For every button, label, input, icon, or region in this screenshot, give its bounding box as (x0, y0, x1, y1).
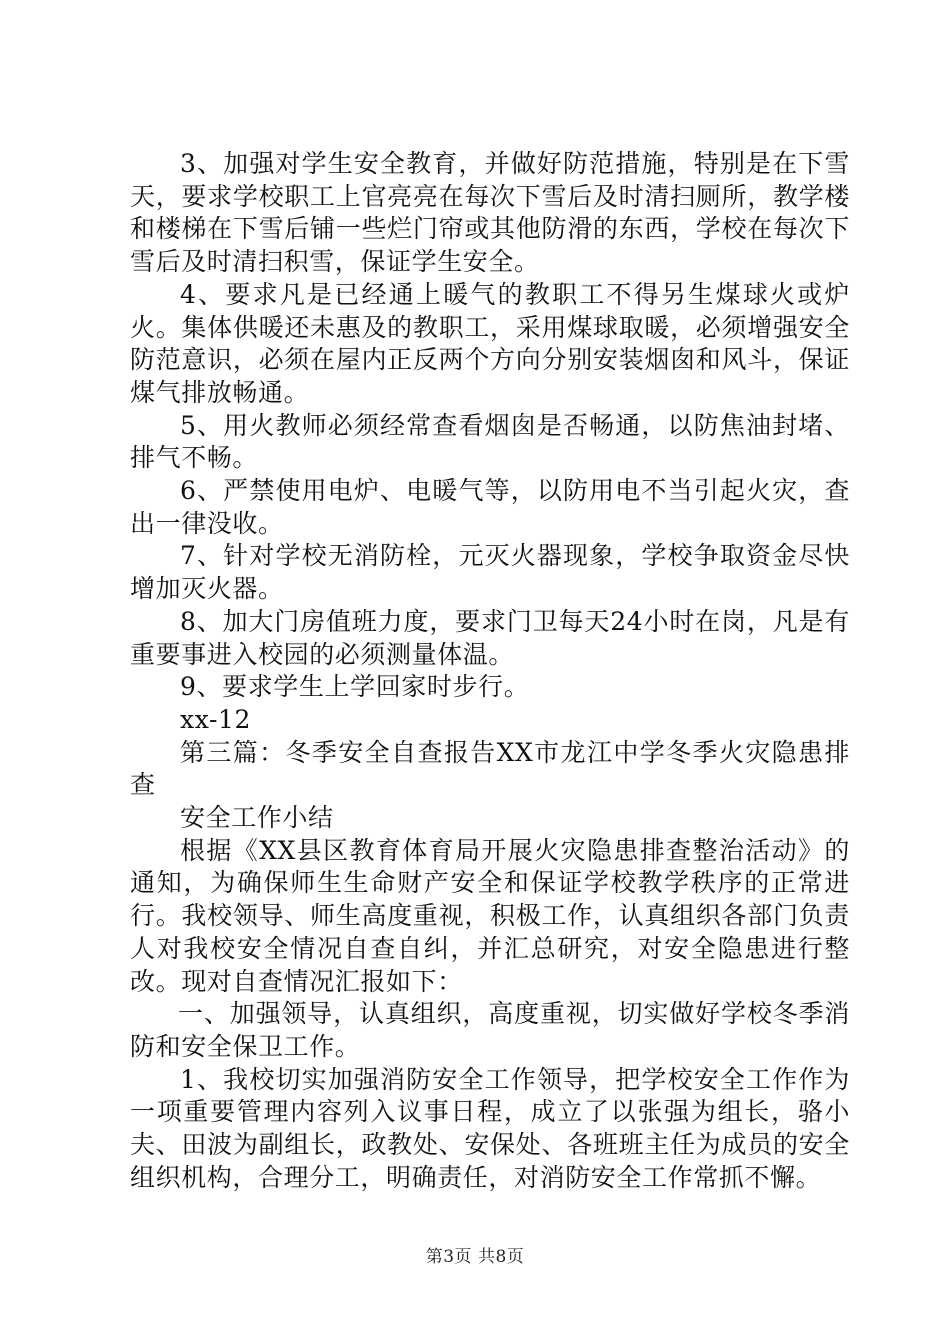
point-one-item-1: 1、我校切实加强消防安全工作领导，把学校安全工作作为一项重要管理内容列入议事日程，成立了以张强为组长，骆小夫、田波为副组长，政教处、安保处、各班班主任为成员的安全组织机构，合理分工，明确责任，对消防安全工作常抓不懈。 (130, 1064, 850, 1192)
document-body (130, 148, 850, 1195)
paragraph-item-9: 9、要求学生上学回家时步行。 (180, 672, 530, 702)
paragraph-item-8: 8、加大门房值班力度，要求门卫每天24小时在岗，凡是有重要事进入校园的必须测量体温。 (130, 606, 850, 669)
paragraph-item-3: 3、加强对学生安全教育，并做好防范措施，特别是在下雪天，要求学校职工上官亮亮在每次下雪后及时清扫厕所，教学楼和楼梯在下雪后铺一些烂门帘或其他防滑的东西，学校在每次下雪后及时清扫积雪，保证学生安全。 (130, 149, 850, 277)
point-one-heading: 一、加强领导，认真组织，高度重视，切实做好学校冬季消防和安全保卫工作。 (130, 999, 850, 1061)
paragraph-item-7: 7、针对学校无消防栓，元灭火器现象，学校争取资金尽快增加灭火器。 (130, 541, 850, 604)
intro-paragraph: 根据《XX县区教育体育局开展火灾隐患排查整治活动》的通知，为确保师生生命财产安全和保证学校教学秩序的正常进行。我校领导、师生高度重视，积极工作，认真组织各部门负责人对我校安全情况自查自纠，并汇总研究，对安全隐患进行整改。现对自查情况汇报如下： (130, 835, 850, 996)
page-footer: 第3页 共8页 (425, 1247, 525, 1267)
paragraph-item-5: 5、用火教师必须经常查看烟囱是否畅通，以防焦油封堵、排气不畅。 (130, 410, 850, 473)
paragraph-item-4: 4、要求凡是已经通上暖气的教职工不得另生煤球火或炉火。集体供暖还未惠及的教职工，采用煤球取暖，必须增强安全防范意识，必须在屋内正反两个方向分别安装烟囱和风斗，保证煤气排放畅通。 (130, 279, 850, 407)
section-subheading: 安全工作小结 (180, 803, 334, 833)
paragraph-item-6: 6、严禁使用电炉、电暖气等，以防用电不当引起火灾，查出一律没收。 (130, 476, 850, 538)
date-line: xx-12 (180, 704, 252, 734)
section-heading: 第三篇：冬季安全自查报告XX市龙江中学冬季火灾隐患排查 (130, 737, 850, 800)
